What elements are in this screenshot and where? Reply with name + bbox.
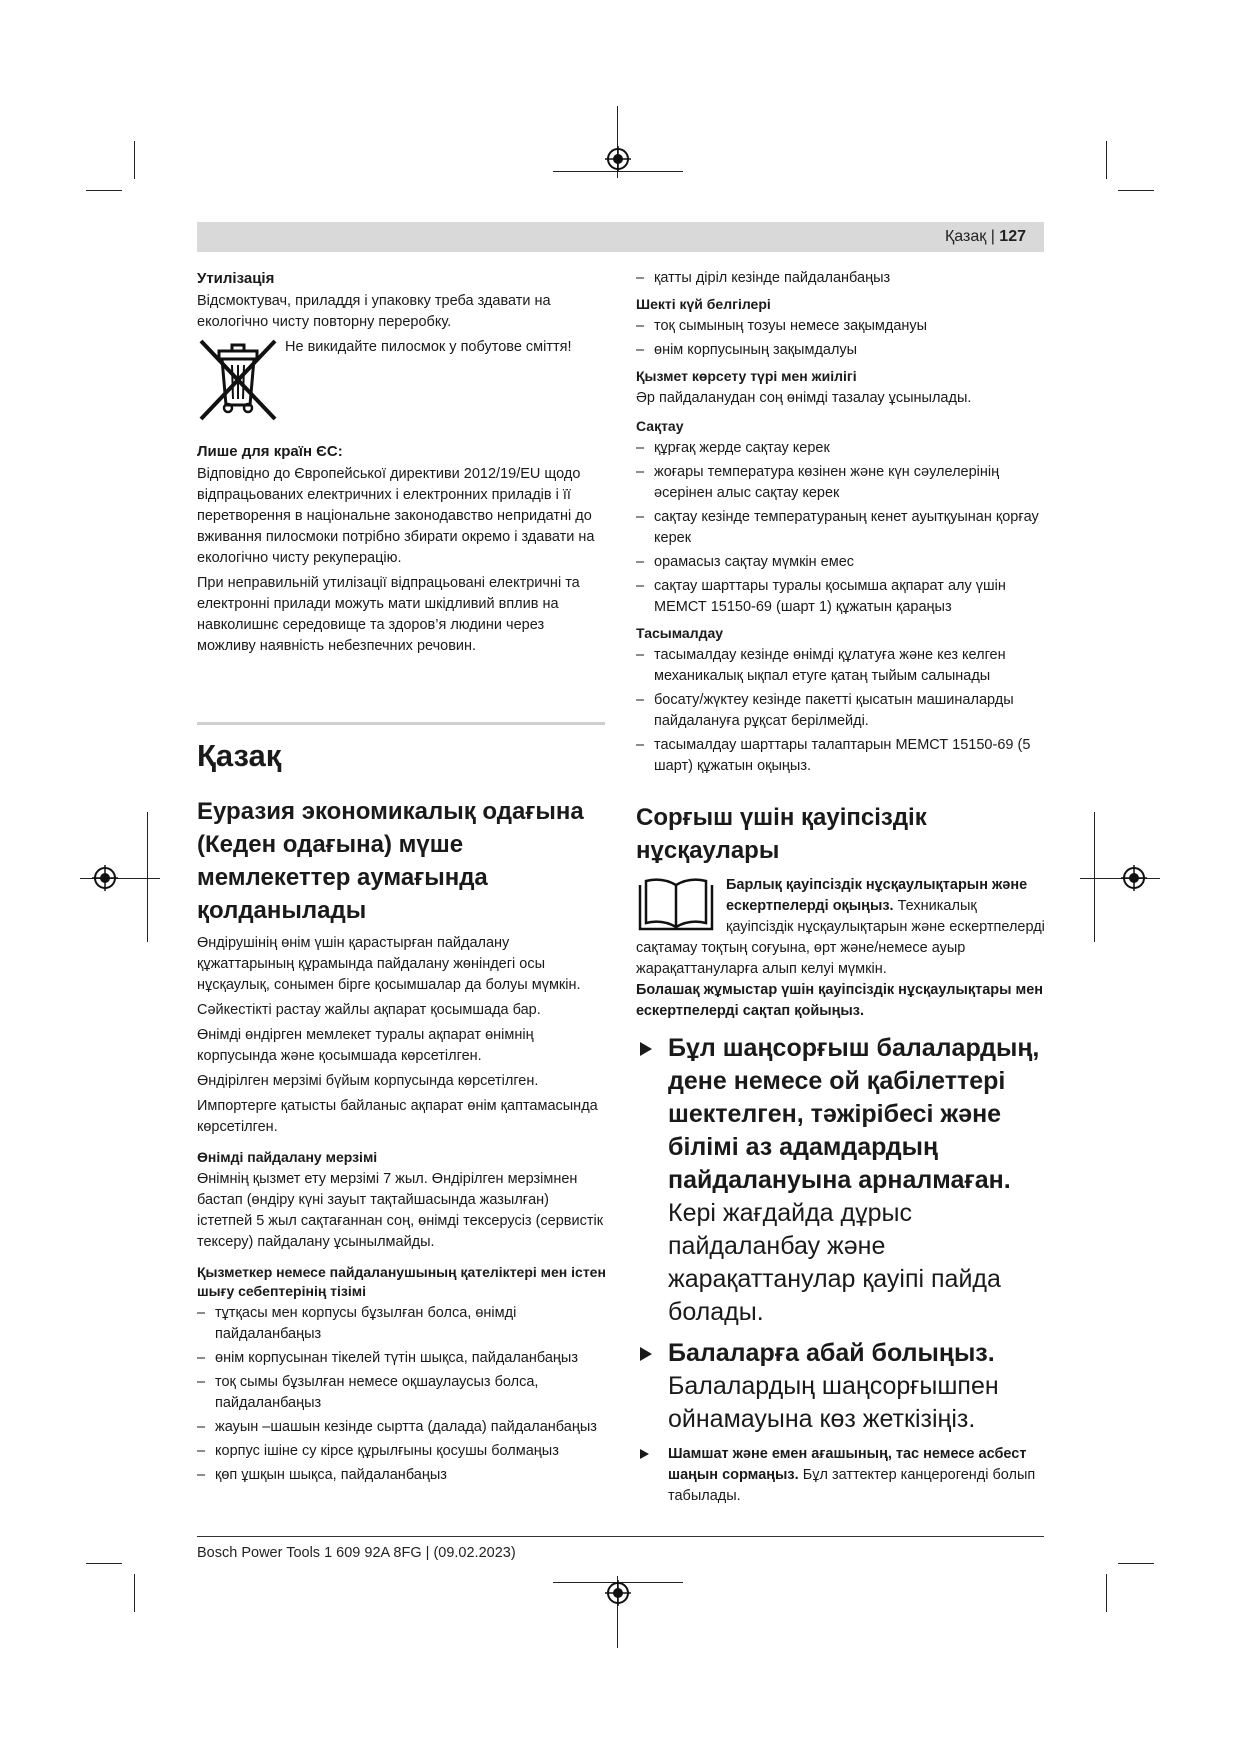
registration-mark-icon xyxy=(605,1580,631,1606)
list-item: – тасымалдау кезінде өнімді құлатуға және кез келген механикалық ықпал етуге қатаң тыйым салынады xyxy=(636,645,1046,687)
page-number: 127 xyxy=(999,228,1026,245)
crop-mark xyxy=(1118,190,1154,191)
crop-mark xyxy=(1118,1563,1154,1564)
service-life-heading: Өнімді пайдалану мерзімі xyxy=(197,1149,378,1165)
limits-heading: Шекті күй белгілері xyxy=(636,296,771,312)
list-item: – тұтқасы мен корпусы бұзылған болса, өнімді пайдаланбаңыз xyxy=(197,1303,607,1345)
manual-book-icon xyxy=(636,877,716,935)
warning-arrow-icon xyxy=(640,1042,652,1056)
list-item: – құрғақ жерде сақтау керек xyxy=(636,438,1046,459)
transport-heading: Тасымалдау xyxy=(636,625,724,641)
warning-children xyxy=(636,1337,1046,1436)
footer-divider xyxy=(197,1536,1044,1537)
section-divider xyxy=(197,722,605,725)
list-item: – тоқ сымының тозуы немесе зақымдануы xyxy=(636,316,1046,337)
limits-list xyxy=(636,316,1046,361)
registration-mark-icon xyxy=(605,146,631,172)
service-text: Әр пайдаланудан соң өнімді тазалау ұсынылады. xyxy=(636,390,972,406)
faults-list xyxy=(197,1303,607,1486)
list-item: – жоғары температура көзінен және күн сәулелерінің әсерінен алыс сақтау керек xyxy=(636,462,1046,504)
warning-arrow-icon xyxy=(640,1347,652,1361)
crop-mark xyxy=(1106,1574,1107,1612)
eaeu-heading: Еуразия экономикалық одағына (Кеден одағына) мүше мемлекеттер аумағында қолданылады xyxy=(197,798,584,924)
left-column-top xyxy=(197,268,605,661)
right-column xyxy=(636,268,1046,1507)
storage-heading: Сақтау xyxy=(636,418,684,434)
warning-1-bold: Бұл шаңсорғыш балалардың, дене немесе ой қабілеттері шектелген, тәжірібесі және білімі аз адамдардың пайдалануына арналмаған. xyxy=(668,1034,1040,1194)
warning-2-text: Балалардың шаңсорғышпен ойнамауына көз жеткізіңіз. xyxy=(668,1372,999,1433)
list-item: – қөп ұшқын шықса, пайдаланбаңыз xyxy=(197,1465,607,1486)
list-item: – сақтау шарттары туралы қосымша ақпарат алу үшін МЕМСТ 15150-69 (шарт 1) құжатын қараңыз xyxy=(636,576,1046,618)
list-item: – тасымалдау шарттары талаптарын МЕМСТ 15150-69 (5 шарт) құжатын оқыңыз. xyxy=(636,735,1046,777)
registration-line xyxy=(147,812,148,942)
crop-mark xyxy=(86,1563,122,1564)
page-header xyxy=(197,222,1044,252)
footer-text: Bosch Power Tools 1 609 92A 8FG | (09.02.2023) xyxy=(197,1545,516,1561)
warning-3-bold: Шамшат және емен ағашының, тас немесе асбест шаңын сормаңыз. xyxy=(668,1446,1027,1483)
safety-heading: Сорғыш үшін қауіпсіздік нұсқаулары xyxy=(636,804,927,864)
eu-text-1: Відповідно до Європейської директиви 2012/19/EU щодо відпрацьованих електричних і електронних приладів і її перетворення в національне законодавство непридатні до вживання пилосмоки потрібно збирати окремо і здавати на екологічно чисту рекуперацію. xyxy=(197,466,595,566)
paragraph-3: Өнімді өндірген мемлекет туралы ақпарат өнімнің корпусында және қосымшада көрсетілген. xyxy=(197,1027,534,1064)
storage-list xyxy=(636,438,1046,618)
safety-keep-text: Болашақ жұмыстар үшін қауіпсіздік нұсқаулықтары мен ескертпелерді сақтап қойыңыз. xyxy=(636,982,1044,1019)
list-item: – корпус ішіне су кірсе құрылғыны қосушы болмаңыз xyxy=(197,1441,607,1462)
eu-text-2: При неправильній утилізації відпрацьовані електричні та електронні прилади можуть мати шкідливий вплив на навколишнє середовище та здоров’я людини через можливу наявність небезпечних речовин. xyxy=(197,575,580,654)
list-item: – өнім корпусынан тікелей түтін шықса, пайдаланбаңыз xyxy=(197,1348,607,1369)
paragraph-4: Өндірілген мерзімі бүйым корпусында көрсетілген. xyxy=(197,1073,539,1089)
warning-children-disabled xyxy=(636,1032,1046,1329)
transport-list xyxy=(636,645,1046,777)
list-item: – сақтау кезінде температураның кенет ауытқуынан қорғау керек xyxy=(636,507,1046,549)
list-item: – жауын –шашын кезінде сыртта (далада) пайдаланбаңыз xyxy=(197,1417,607,1438)
crop-mark xyxy=(86,190,122,191)
crop-mark xyxy=(1106,141,1107,179)
crop-mark xyxy=(134,141,135,179)
paragraph-2: Сәйкестікті растау жайлы ақпарат қосымшада бар. xyxy=(197,1002,541,1018)
list-item: – қатты діріл кезінде пайдаланбаңыз xyxy=(636,268,1046,289)
warning-dust xyxy=(636,1444,1046,1507)
service-life-text: Өнімнің қызмет ету мерзімі 7 жыл. Өндірілген мерзімнен бастап (өндіру күні зауыт тақтайшасында жазылған) істетпей 5 жыл сақтағаннан соң, өнімді тексерусіз (сервистік тексеру) пайдалану ұсынылмайды. xyxy=(197,1171,604,1250)
faults-heading: Қызметкер немесе пайдаланушының қателіктері мен істен шығу себептерінің тізімі xyxy=(197,1264,606,1299)
registration-line xyxy=(1094,812,1095,942)
eu-heading: Лише для країн ЄС: xyxy=(197,443,343,460)
language-title: Қазақ xyxy=(197,738,282,773)
bin-caption: Не викидайте пилосмок у побутове сміття! xyxy=(285,339,572,355)
paragraph-1: Өндірушінің өнім үшін қарастырған пайдалану құжаттарының құрамында пайдалану жөніндегі осы нұсқаулық, сонымен бірге қосымшалар да болуы мүмкін. xyxy=(197,935,581,993)
utilization-text: Відсмоктувач, приладдя і упаковку треба здавати на екологічно чисту повторну переробку. xyxy=(197,293,551,330)
registration-mark-icon xyxy=(92,865,118,891)
crossed-bin-icon xyxy=(197,337,279,423)
crop-mark xyxy=(134,1574,135,1612)
safety-read-text: Техникалық қауіпсіздік нұсқаулықтарын және ескертпелерді сақтамау тоқтың соғуына, өрт және/немесе ауыр жарақаттануларға алып келуі мүмкін. xyxy=(636,898,1045,977)
list-item: – тоқ сымы бұзылған немесе оқшаулаусыз болса, пайдаланбаңыз xyxy=(197,1372,607,1414)
utilization-heading: Утилізація xyxy=(197,270,275,287)
registration-line xyxy=(1080,878,1160,879)
warning-2-bold: Балаларға абай болыңыз. xyxy=(668,1339,995,1367)
list-item: – орамасыз сақтау мүмкін емес xyxy=(636,552,1046,573)
list-item: – өнім корпусының зақымдалуы xyxy=(636,340,1046,361)
warning-arrow-icon xyxy=(640,1449,649,1459)
registration-mark-icon xyxy=(1121,865,1147,891)
safety-read-bold: Барлық қауіпсіздік нұсқаулықтарын және ескертпелерді оқыңыз. xyxy=(726,877,1028,914)
paragraph-5: Импортерге қатысты байланыс ақпарат өнім қаптамасында көрсетілген. xyxy=(197,1098,598,1135)
page-number-label: Қазақ | 127 xyxy=(944,228,1026,245)
vibration-list xyxy=(636,268,1046,289)
list-item: – босату/жүктеу кезінде пакетті қысатын машиналарды пайдалануға рұқсат берілмейді. xyxy=(636,690,1046,732)
left-column-bottom xyxy=(197,795,607,1490)
warning-3-text: Бұл заттектер канцерогенді болып табылады. xyxy=(668,1467,1036,1504)
service-heading: Қызмет көрсету түрі мен жиілігі xyxy=(636,368,857,384)
header-section: Қазақ xyxy=(944,228,987,245)
warning-1-text: Кері жағдайда дұрыс пайдаланбау және жарақаттанулар қауіпі пайда болады. xyxy=(668,1199,1001,1326)
